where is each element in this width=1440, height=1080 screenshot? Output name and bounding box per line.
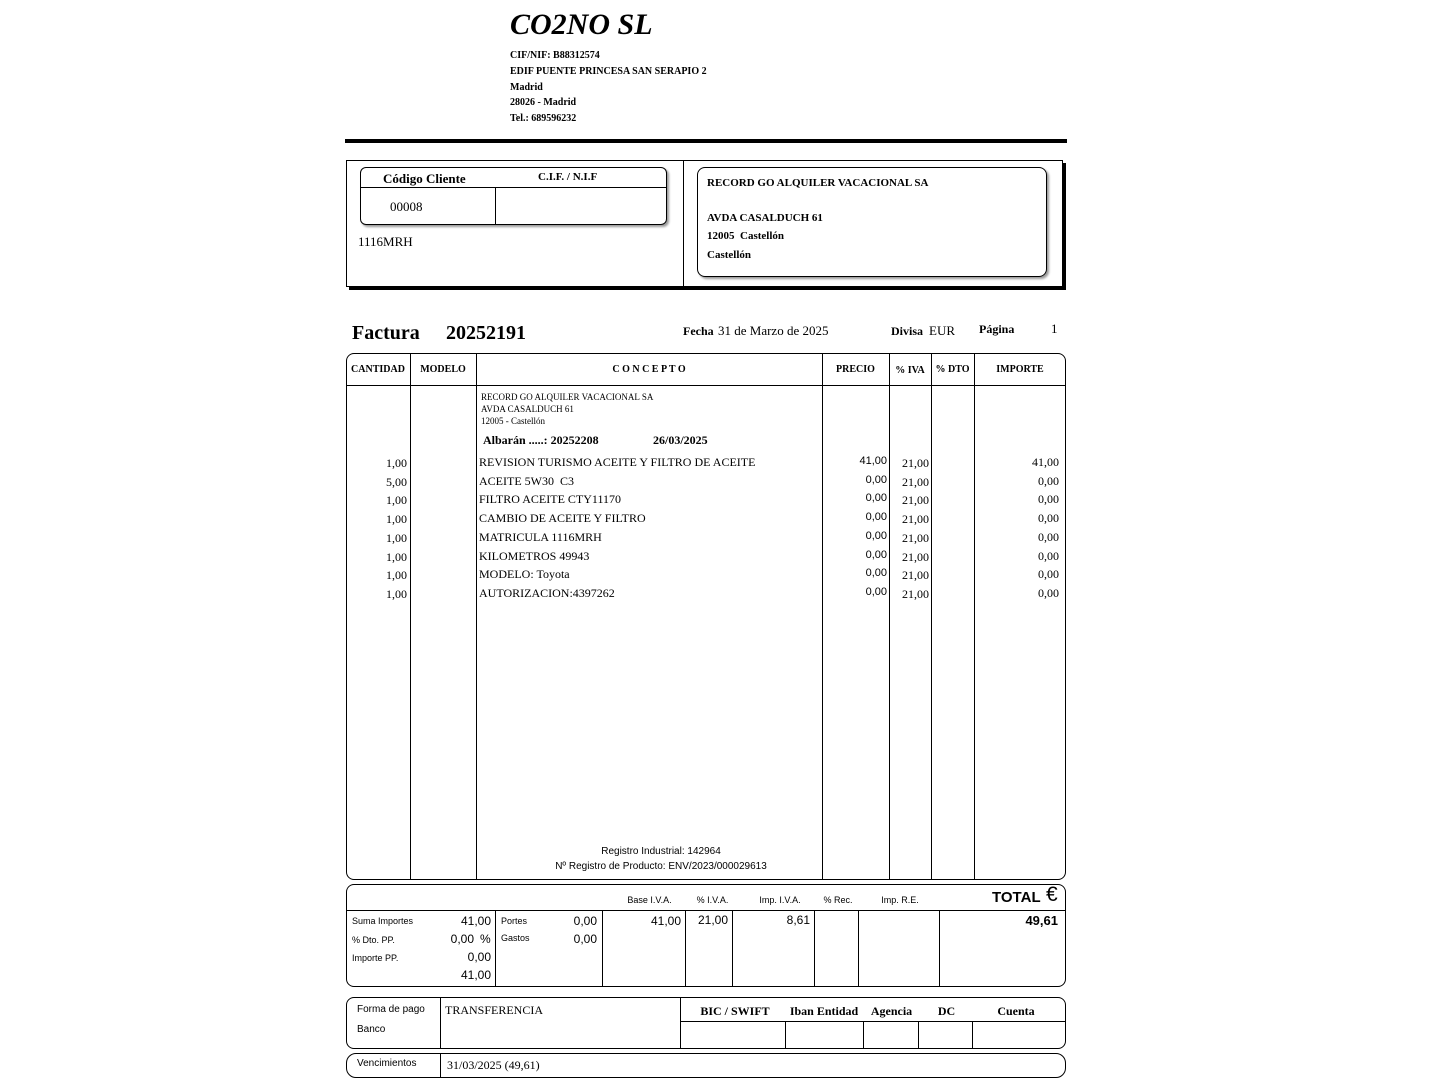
table-address-line1: RECORD GO ALQUILER VACACIONAL SA xyxy=(481,392,654,402)
row-amount: 0,00 xyxy=(1038,529,1059,544)
items-header-divider xyxy=(346,385,1066,386)
payment-col-4 xyxy=(863,1021,864,1049)
row-vat: 21,00 xyxy=(902,586,929,601)
table-row xyxy=(346,528,1066,547)
company-address: EDIF PUENTE PRINCESA SAN SERAPIO 2 xyxy=(510,66,707,77)
payment-col-3 xyxy=(785,1021,786,1049)
row-concept: CAMBIO DE ACEITE Y FILTRO xyxy=(479,511,646,526)
table-row xyxy=(346,547,1066,566)
gastos-value: 0,00 xyxy=(573,932,597,946)
re-label: Imp. R.E. xyxy=(881,895,919,905)
company-city: Madrid xyxy=(510,82,543,93)
client-code-box-divider xyxy=(360,187,667,188)
row-price: 0,00 xyxy=(865,529,887,542)
client-cif-label: C.I.F. / N.I.F xyxy=(538,171,598,183)
header-amount: IMPORTE xyxy=(996,364,1044,375)
header-concept: C O N C E P T O xyxy=(612,364,686,375)
company-postal: 28026 - Madrid xyxy=(510,97,577,108)
registro-producto: Nº Registro de Producto: ENV/2023/000029613 xyxy=(555,861,767,872)
company-cif: CIF/NIF: B88312574 xyxy=(510,50,600,61)
dto-label: % Dto. PP. xyxy=(352,935,395,945)
invoice-label: Factura xyxy=(352,322,420,344)
total-value: 49,61 xyxy=(1025,913,1058,928)
dto-value: 0,00 xyxy=(450,932,474,946)
payment-method: TRANSFERENCIA xyxy=(445,1003,544,1017)
rec-label: % Rec. xyxy=(823,895,853,905)
client-code-label: Código Cliente xyxy=(383,171,466,186)
header-price: PRECIO xyxy=(836,364,875,375)
invoice-page: 1 xyxy=(1051,321,1058,336)
row-price: 0,00 xyxy=(865,548,887,561)
row-amount: 0,00 xyxy=(1038,567,1059,582)
agency-label: Agencia xyxy=(870,1004,913,1018)
account-label: Cuenta xyxy=(997,1004,1035,1018)
client-postal-city: 12005 Castellón xyxy=(707,230,784,242)
payment-bank-divider xyxy=(680,1021,1066,1022)
row-price: 0,00 xyxy=(865,585,887,598)
payment-method-label: Forma de pago xyxy=(357,1004,425,1015)
totals-col-3 xyxy=(685,910,686,987)
client-code: 00008 xyxy=(390,199,423,214)
row-vat: 21,00 xyxy=(902,530,929,545)
table-address-line2: AVDA CASALDUCH 61 xyxy=(481,404,574,414)
table-row xyxy=(346,453,1066,472)
table-address-line3: 12005 - Castellón xyxy=(481,416,545,426)
portes-label: Portes xyxy=(501,916,528,926)
row-vat: 21,00 xyxy=(902,568,929,583)
table-row xyxy=(346,584,1066,603)
table-row xyxy=(346,565,1066,584)
row-qty: 5,00 xyxy=(386,474,407,489)
row-vat: 21,00 xyxy=(902,512,929,527)
row-concept: FILTRO ACEITE CTY11170 xyxy=(479,492,622,507)
subtotal-value: 41,00 xyxy=(460,968,491,982)
row-qty: 1,00 xyxy=(386,456,407,470)
col-divider-6 xyxy=(974,353,975,880)
totals-col-5 xyxy=(814,910,815,987)
row-concept: ACEITE 5W30 C3 xyxy=(479,473,574,488)
col-divider-5 xyxy=(931,353,932,880)
payment-col-1 xyxy=(440,997,441,1049)
col-divider-4 xyxy=(889,353,890,880)
table-row xyxy=(346,509,1066,528)
row-concept: AUTORIZACION:4397262 xyxy=(479,585,615,600)
pp-value: 0,00 xyxy=(467,950,491,964)
totals-col-4 xyxy=(732,910,733,987)
row-price: 0,00 xyxy=(865,473,887,486)
invoice-number: 20252191 xyxy=(446,322,526,344)
row-price: 0,00 xyxy=(865,492,887,505)
client-section-divider xyxy=(683,160,684,287)
header-qty: CANTIDAD xyxy=(351,364,405,375)
header-divider xyxy=(345,139,1067,143)
row-qty: 1,00 xyxy=(386,493,407,508)
col-divider-2 xyxy=(476,353,477,880)
totals-col-7 xyxy=(939,910,940,987)
company-name: CO2NO SL xyxy=(510,8,653,41)
totals-col-6 xyxy=(858,910,859,987)
invoice-page-label: Página xyxy=(979,322,1015,336)
table-row xyxy=(346,490,1066,509)
client-address: AVDA CASALDUCH 61 xyxy=(707,212,823,224)
bic-label: BIC / SWIFT xyxy=(700,1004,770,1018)
total-label: TOTAL xyxy=(992,889,1041,906)
suma-value: 41,00 xyxy=(460,914,491,928)
row-price: 0,00 xyxy=(865,511,887,524)
row-concept: KILOMETROS 49943 xyxy=(479,548,590,563)
vat-amount-label: Imp. I.V.A. xyxy=(759,895,801,905)
albaran-label: Albarán .....: 20252208 xyxy=(483,433,599,447)
totals-header-divider xyxy=(346,910,1066,911)
header-discount: % DTO xyxy=(935,364,970,375)
col-divider-1 xyxy=(410,353,411,880)
totals-col-2 xyxy=(602,910,603,987)
client-province: Castellón xyxy=(707,249,751,261)
pp-label: Importe PP. xyxy=(352,953,399,963)
row-vat: 21,00 xyxy=(902,549,929,564)
client-reference: 1116MRH xyxy=(358,234,413,249)
payment-col-6 xyxy=(972,1021,973,1049)
row-amount: 0,00 xyxy=(1038,511,1059,526)
row-concept: MODELO: Toyota xyxy=(479,567,570,582)
dc-label: DC xyxy=(937,1004,956,1018)
row-qty: 1,00 xyxy=(386,530,407,545)
invoice-currency: EUR xyxy=(929,323,955,338)
company-tel: Tel.: 689596232 xyxy=(510,113,577,124)
row-qty: 1,00 xyxy=(386,568,407,583)
row-concept: REVISION TURISMO ACEITE Y FILTRO DE ACEITE xyxy=(479,455,756,469)
row-amount: 0,00 xyxy=(1038,548,1059,563)
row-vat: 21,00 xyxy=(902,493,929,508)
dto-percent: % xyxy=(480,932,491,946)
vat-pct-value: 21,00 xyxy=(697,913,728,927)
due-value: 31/03/2025 (49,61) xyxy=(447,1058,540,1072)
row-qty: 1,00 xyxy=(386,512,407,527)
header-model: MODELO xyxy=(420,364,466,375)
totals-col-1 xyxy=(495,910,496,987)
iban-label: Iban Entidad xyxy=(789,1004,859,1018)
portes-value: 0,00 xyxy=(573,914,597,928)
header-vat: % IVA xyxy=(895,365,925,376)
gastos-label: Gastos xyxy=(501,933,530,943)
invoice-date: 31 de Marzo de 2025 xyxy=(718,323,829,338)
row-qty: 1,00 xyxy=(386,586,407,601)
row-amount: 41,00 xyxy=(1032,455,1059,469)
suma-label: Suma Importes xyxy=(352,916,414,926)
bank-label: Banco xyxy=(357,1024,386,1035)
client-name: RECORD GO ALQUILER VACACIONAL SA xyxy=(707,177,929,189)
row-amount: 0,00 xyxy=(1038,492,1059,507)
row-vat: 21,00 xyxy=(902,456,929,470)
base-label: Base I.V.A. xyxy=(627,895,672,905)
row-price: 41,00 xyxy=(859,455,887,467)
row-qty: 1,00 xyxy=(386,549,407,564)
row-vat: 21,00 xyxy=(902,474,929,489)
row-amount: 0,00 xyxy=(1038,585,1059,600)
euro-icon: € xyxy=(1046,883,1058,906)
albaran-date: 26/03/2025 xyxy=(653,433,708,447)
payment-col-5 xyxy=(918,1021,919,1049)
col-divider-3 xyxy=(822,353,823,880)
due-label: Vencimientos xyxy=(357,1058,417,1069)
row-price: 0,00 xyxy=(865,567,887,580)
client-code-box-split xyxy=(495,187,496,225)
row-amount: 0,00 xyxy=(1038,473,1059,488)
invoice-date-label: Fecha xyxy=(683,324,714,338)
vat-amount-value: 8,61 xyxy=(786,913,810,927)
registro-industrial: Registro Industrial: 142964 xyxy=(601,846,721,857)
invoice-currency-label: Divisa xyxy=(891,324,924,338)
due-col-1 xyxy=(440,1053,441,1078)
vat-pct-label: % I.V.A. xyxy=(696,895,729,905)
row-concept: MATRICULA 1116MRH xyxy=(479,529,602,544)
base-value: 41,00 xyxy=(650,914,681,928)
table-row xyxy=(346,472,1066,491)
